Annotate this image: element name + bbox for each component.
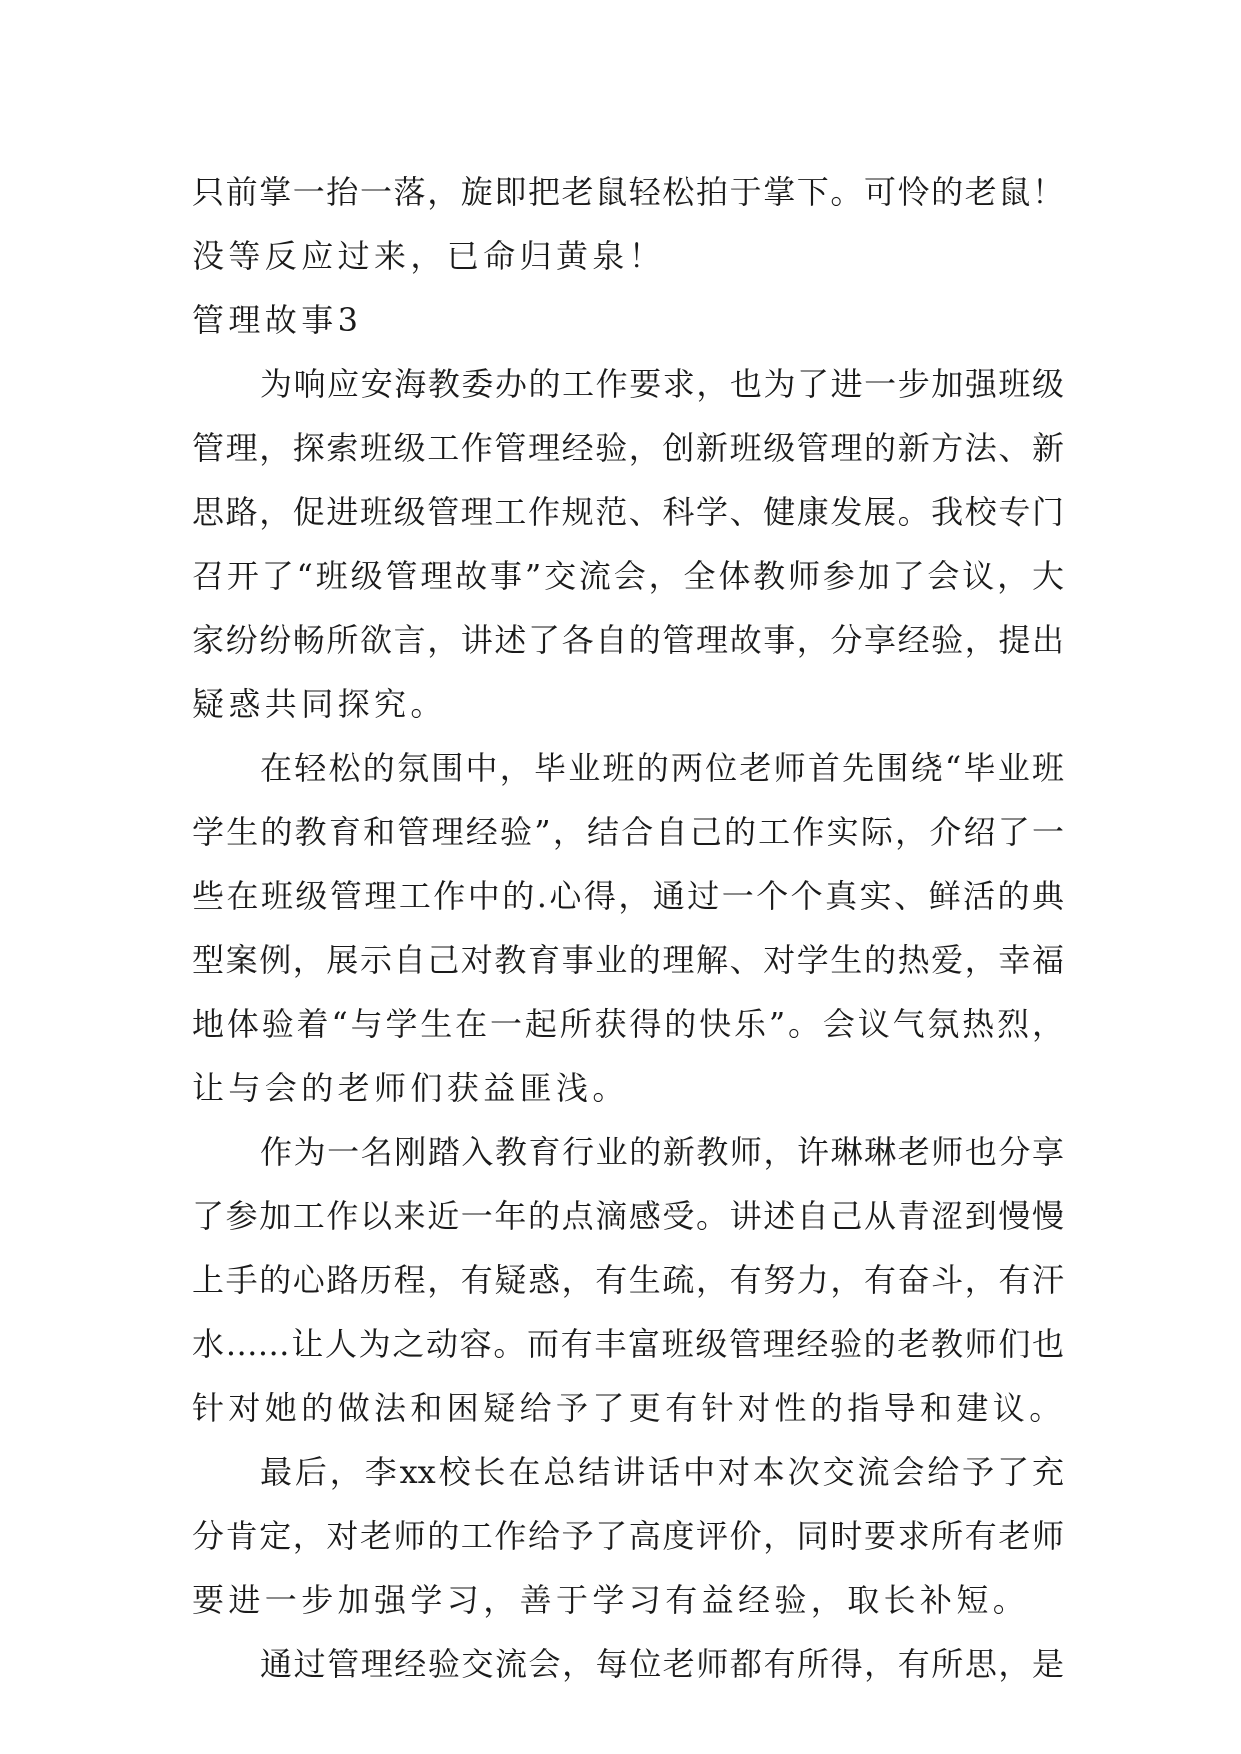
text-line-13: 型案例，展示自己对教育事业的理解、对学生的热爱，幸福	[192, 941, 1064, 979]
text-line-11: 学生的教育和管理经验”，结合自己的工作实际，介绍了一	[192, 813, 1064, 851]
text-line-9: 疑惑共同探究。	[192, 685, 447, 723]
section-heading: 管理故事3	[192, 301, 363, 339]
text-line-21: 最后，李xx校长在总结讲话中对本次交流会给予了充	[260, 1453, 1064, 1491]
text-line-12: 些在班级管理工作中的.心得，通过一个个真实、鲜活的典	[192, 877, 1064, 915]
text-line-8: 家纷纷畅所欲言，讲述了各自的管理故事，分享经验，提出	[192, 621, 1064, 659]
text-line-19: 水……让人为之动容。而有丰富班级管理经验的老教师们也	[192, 1325, 1064, 1363]
text-line-4: 为响应安海教委办的工作要求，也为了进一步加强班级	[260, 365, 1064, 403]
text-line-10: 在轻松的氛围中，毕业班的两位老师首先围绕“毕业班	[260, 749, 1064, 787]
text-line-20: 针对她的做法和困疑给予了更有针对性的指导和建议。	[192, 1389, 1066, 1427]
text-line-17: 了参加工作以来近一年的点滴感受。讲述自己从青涩到慢慢	[192, 1197, 1064, 1235]
text-line-22: 分肯定，对老师的工作给予了高度评价，同时要求所有老师	[192, 1517, 1064, 1555]
text-line-24: 通过管理经验交流会，每位老师都有所得，有所思，是	[260, 1645, 1064, 1683]
text-line-5: 管理，探索班级工作管理经验，创新班级管理的新方法、新	[192, 429, 1064, 467]
text-line-2: 没等反应过来，已命归黄泉！	[192, 237, 666, 275]
document-body	[192, 160, 1064, 1696]
text-line-23: 要进一步加强学习，善于学习有益经验，取长补短。	[192, 1581, 1030, 1619]
text-line-1: 只前掌一抬一落，旋即把老鼠轻松拍于掌下。可怜的老鼠！	[192, 173, 1064, 211]
text-line-18: 上手的心路历程，有疑惑，有生疏，有努力，有奋斗，有汗	[192, 1261, 1064, 1299]
text-line-16: 作为一名刚踏入教育行业的新教师，许琳琳老师也分享	[260, 1133, 1064, 1171]
text-line-6: 思路，促进班级管理工作规范、科学、健康发展。我校专门	[192, 493, 1064, 531]
text-line-7: 召开了“班级管理故事”交流会，全体教师参加了会议，大	[192, 557, 1064, 595]
text-line-15: 让与会的老师们获益匪浅。	[192, 1069, 629, 1107]
text-line-14: 地体验着“与学生在一起所获得的快乐”。会议气氛热烈，	[192, 1005, 1064, 1043]
